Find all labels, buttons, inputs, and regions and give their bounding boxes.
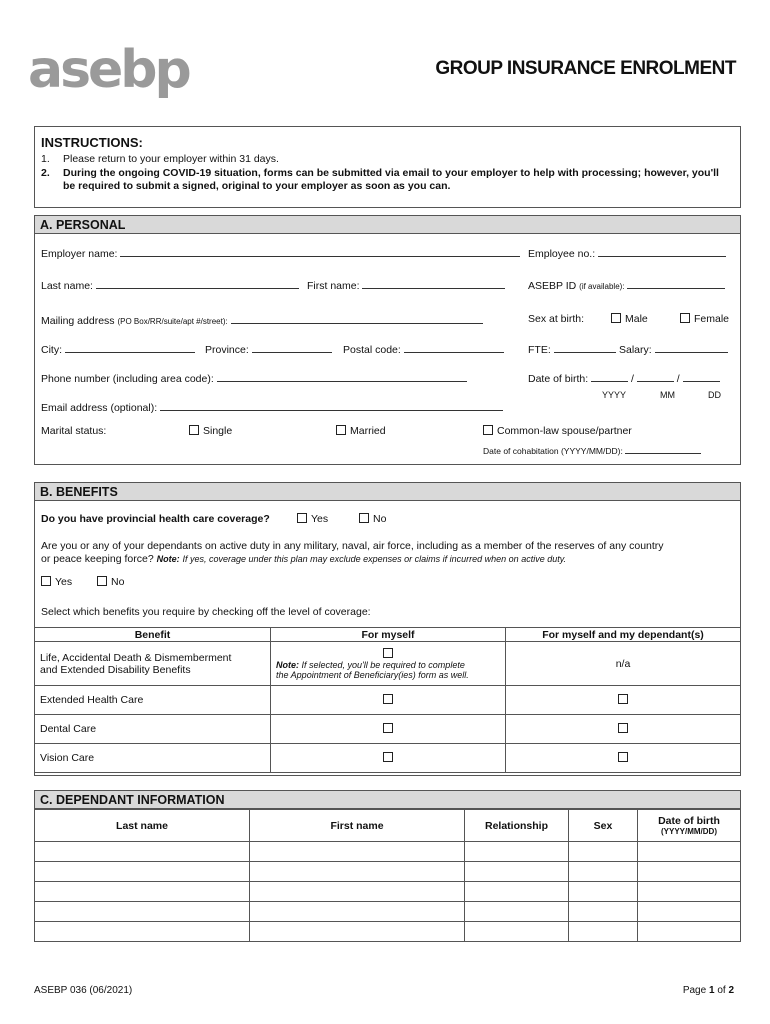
city-field[interactable]: City: <box>41 343 195 356</box>
last-name-field[interactable]: Last name: <box>41 279 299 292</box>
checkbox-icon <box>97 576 107 586</box>
male-checkbox[interactable]: Male <box>611 313 648 325</box>
female-checkbox[interactable]: Female <box>680 313 729 325</box>
checkbox-icon <box>680 313 690 323</box>
active-duty-question-line2: or peace keeping force? Note: If yes, coverage under this plan may exclude expenses or claims if incurred when on active duty. <box>41 553 567 565</box>
section-dependants-heading: C. DEPENDANT INFORMATION <box>35 791 740 809</box>
checkbox-icon <box>336 425 346 435</box>
benefit-name: Life, Accidental Death & Dismemberment and Extended Disability Benefits <box>35 642 271 686</box>
cohabitation-date-field[interactable]: Date of cohabitation (YYYY/MM/DD): <box>483 446 701 456</box>
checkbox-icon <box>297 513 307 523</box>
table-row[interactable] <box>35 902 741 922</box>
section-personal <box>34 215 741 465</box>
ehc-dependants-checkbox[interactable] <box>618 694 628 704</box>
dob-yyyy-label: YYYY <box>602 390 627 400</box>
life-dependants-na: n/a <box>506 642 741 686</box>
checkbox-icon <box>483 425 493 435</box>
relationship-col-header: Relationship <box>465 810 569 842</box>
table-row[interactable] <box>35 862 741 882</box>
asebp-id-field[interactable]: ASEBP ID (if available): <box>528 279 725 292</box>
benefit-name: Vision Care <box>35 744 271 773</box>
dependants-col-header: For myself and my dependant(s) <box>506 628 741 642</box>
provincial-yes-checkbox[interactable]: Yes <box>297 513 328 525</box>
form-code: ASEBP 036 (06/2021) <box>34 985 133 996</box>
provincial-coverage-question: Do you have provincial health care coverage? <box>41 513 270 525</box>
table-row <box>35 715 741 744</box>
provincial-no-checkbox[interactable]: No <box>359 513 386 525</box>
province-field[interactable]: Province: <box>205 343 332 356</box>
employee-no-field[interactable]: Employee no.: <box>528 247 726 260</box>
dob-col-header: Date of birth (YYYY/MM/DD) <box>638 810 741 842</box>
table-row[interactable] <box>35 842 741 862</box>
page-number: Page 1 of 2 <box>682 985 734 996</box>
asebp-logo: asebp <box>28 40 189 100</box>
dob-dd-label: DD <box>708 390 721 400</box>
first-name-col-header: First name <box>250 810 465 842</box>
table-row <box>35 744 741 773</box>
phone-field[interactable]: Phone number (including area code): <box>41 372 467 385</box>
last-name-col-header: Last name <box>35 810 250 842</box>
vision-dependants-checkbox[interactable] <box>618 752 628 762</box>
table-row[interactable] <box>35 922 741 942</box>
checkbox-icon <box>41 576 51 586</box>
dob-mm-label: MM <box>660 390 675 400</box>
dependants-table <box>34 809 741 942</box>
life-myself-cell: Note: If selected, you'll be required to complete the Appointment of Beneficiary(ies) form as well. <box>271 642 506 686</box>
instruction-item-2-cont: be required to submit a signed, original to your employer as soon as you can. <box>63 180 451 192</box>
table-row <box>35 642 741 686</box>
benefit-col-header: Benefit <box>35 628 271 642</box>
benefits-table <box>34 627 741 773</box>
life-myself-checkbox[interactable] <box>383 648 393 658</box>
instruction-item-1: 1. Please return to your employer within 31 days. <box>41 153 279 165</box>
instruction-item-2: 2. During the ongoing COVID-19 situation, forms can be submitted via email to your employer to help with processing; however, you'll <box>41 167 719 179</box>
dental-dependants-checkbox[interactable] <box>618 723 628 733</box>
select-benefits-instruction: Select which benefits you require by checking off the level of coverage: <box>41 606 371 618</box>
ehc-myself-checkbox[interactable] <box>383 694 393 704</box>
table-row <box>35 686 741 715</box>
dental-myself-checkbox[interactable] <box>383 723 393 733</box>
benefit-name: Dental Care <box>35 715 271 744</box>
section-benefits-heading: B. BENEFITS <box>35 483 740 501</box>
postal-code-field[interactable]: Postal code: <box>343 343 504 356</box>
checkbox-icon <box>611 313 621 323</box>
section-dependants <box>34 790 741 942</box>
sex-col-header: Sex <box>569 810 638 842</box>
married-checkbox[interactable]: Married <box>336 425 386 437</box>
fte-field[interactable]: FTE: <box>528 343 616 356</box>
mailing-address-field[interactable]: Mailing address (PO Box/RR/suite/apt #/street): <box>41 314 483 327</box>
common-law-checkbox[interactable]: Common-law spouse/partner <box>483 425 632 437</box>
salary-field[interactable]: Salary: <box>619 343 728 356</box>
employer-name-field[interactable]: Employer name: <box>41 247 520 260</box>
single-checkbox[interactable]: Single <box>189 425 232 437</box>
myself-col-header: For myself <box>271 628 506 642</box>
benefit-name: Extended Health Care <box>35 686 271 715</box>
section-personal-heading: A. PERSONAL <box>35 216 740 234</box>
dob-field[interactable]: Date of birth: / / <box>528 372 720 385</box>
instructions-box <box>34 126 741 208</box>
vision-myself-checkbox[interactable] <box>383 752 393 762</box>
active-duty-no-checkbox[interactable]: No <box>97 576 124 588</box>
active-duty-yes-checkbox[interactable]: Yes <box>41 576 72 588</box>
checkbox-icon <box>359 513 369 523</box>
marital-status-label: Marital status: <box>41 425 107 437</box>
section-benefits <box>34 482 741 776</box>
first-name-field[interactable]: First name: <box>307 279 505 292</box>
email-field[interactable]: Email address (optional): <box>41 401 503 414</box>
checkbox-icon <box>189 425 199 435</box>
form-title: GROUP INSURANCE ENROLMENT <box>435 58 736 79</box>
active-duty-question-line1: Are you or any of your dependants on active duty in any military, naval, air force, including as a member of the reserves of any country <box>41 540 664 552</box>
table-row[interactable] <box>35 882 741 902</box>
instructions-heading: INSTRUCTIONS: <box>41 135 143 150</box>
sex-at-birth-label: Sex at birth: <box>528 313 585 325</box>
